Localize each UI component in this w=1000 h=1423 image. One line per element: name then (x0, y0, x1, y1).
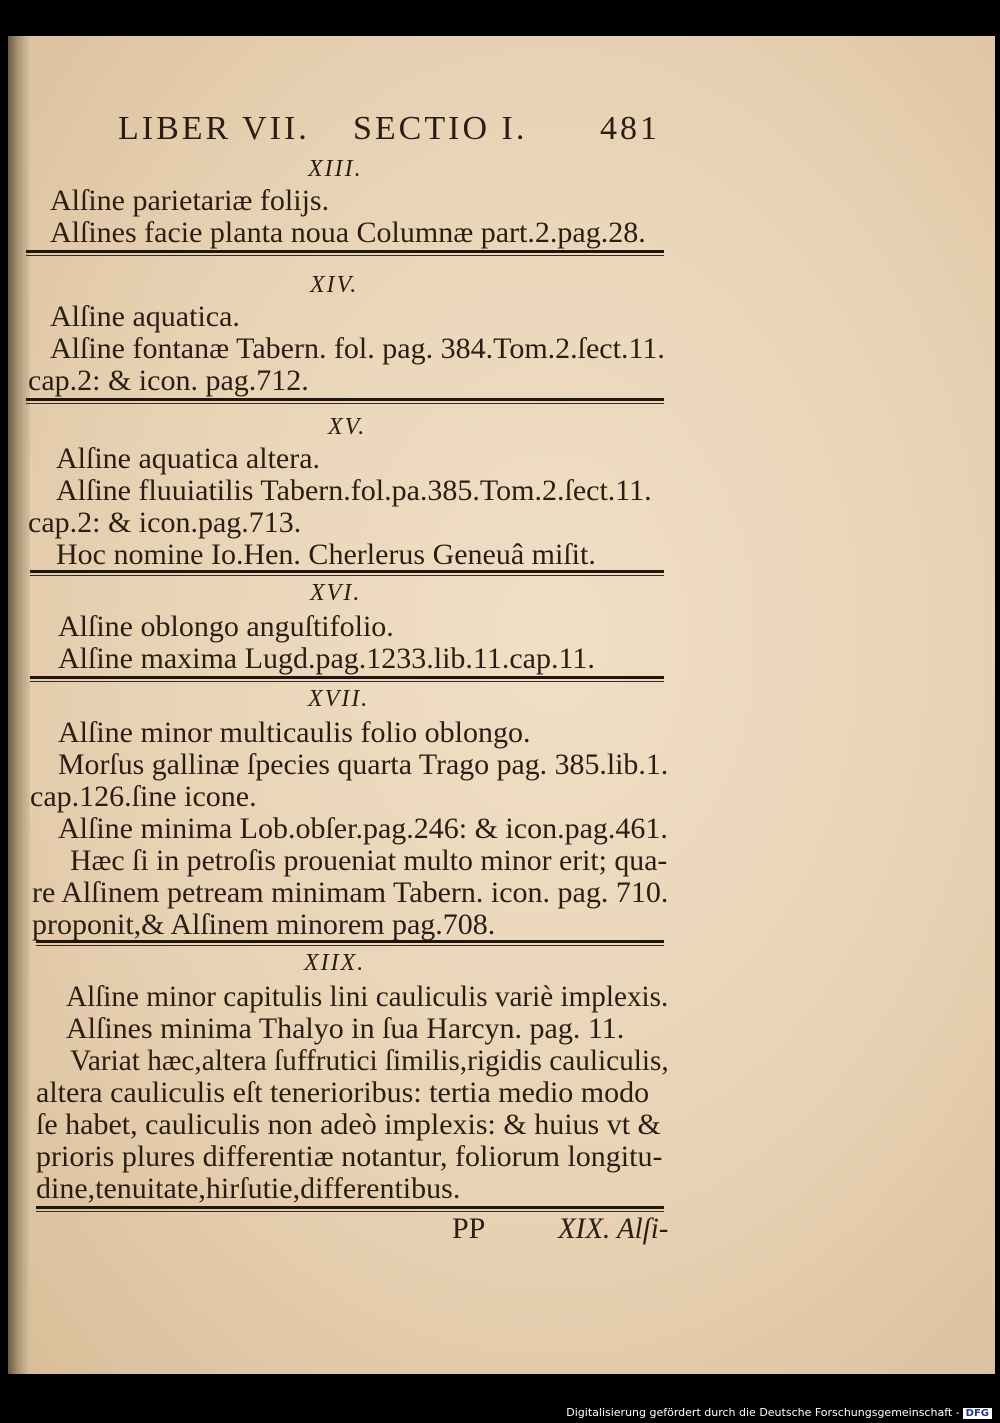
section-rule (30, 570, 664, 573)
text-line: Alſine oblongo anguſtifolio. (58, 610, 394, 643)
section-numeral: XVI. (310, 580, 362, 606)
section-numeral: XVII. (308, 686, 370, 712)
text-line: prioris plures differentiæ notantur, foliorum longitu- (36, 1140, 663, 1173)
text-line: dine,tenuitate,hirſutie,differentibus. (36, 1172, 461, 1205)
section-numeral: XIV. (310, 272, 359, 298)
text-line: Alſine parietariæ folijs. (50, 184, 330, 217)
text-line: Morſus gallinæ ſpecies quarta Trago pag. 385.lib.1. (58, 748, 669, 781)
digitization-credit (566, 1406, 992, 1419)
header-section: SECTIO I. (353, 110, 528, 147)
section-numeral: XIIX. (304, 950, 366, 976)
text-line: Alſine fluuiatilis Tabern.fol.pa.385.Tom.2.ſect.11. (56, 474, 652, 507)
dfg-logo: DFG (963, 1408, 992, 1419)
credit-text: Digitalisierung gefördert durch die Deutsche Forschungsgemeinschaft - (566, 1406, 960, 1419)
section-numeral: XV. (328, 414, 367, 440)
text-line: cap.2: & icon.pag.713. (28, 506, 302, 539)
signature-mark: PP (452, 1212, 486, 1245)
book-page (8, 36, 995, 1374)
text-line: Alſine minor capitulis lini cauliculis variè implexis. (66, 980, 669, 1013)
catchword: XIX. Alſi- (558, 1212, 669, 1245)
section-rule (36, 1206, 664, 1209)
text-line: Alſine minor multicaulis folio oblongo. (58, 716, 531, 749)
text-line: ſe habet, cauliculis non adeò implexis: & huius vt & (36, 1108, 661, 1141)
text-line: Alſines minima Thalyo in ſua Harcyn. pag. 11. (66, 1012, 625, 1045)
section-numeral: XIII. (308, 156, 363, 182)
text-line: proponit,& Alſinem minorem pag.708. (32, 908, 496, 941)
section-rule (36, 940, 664, 943)
text-line: Alſines facie planta noua Columnæ part.2.pag.28. (50, 216, 646, 249)
text-line: Alſine minima Lob.obſer.pag.246: & icon.pag.461. (58, 812, 668, 845)
header-book: LIBER VII. (118, 110, 310, 147)
text-line: cap.126.ſine icone. (30, 780, 257, 813)
text-line: re Alſinem petream minimam Tabern. icon. pag. 710. (32, 876, 669, 909)
text-line: cap.2: & icon. pag.712. (28, 364, 309, 397)
text-line: Variat hæc,altera ſuffrutici ſimilis,rigidis cauliculis, (70, 1044, 669, 1077)
text-line: Alſine aquatica. (50, 300, 240, 333)
page-number: 481 (600, 110, 660, 147)
section-rule (26, 250, 664, 253)
text-line: Hæc ſi in petroſis proueniat multo minor erit; qua- (70, 844, 668, 877)
text-line: Alſine fontanæ Tabern. fol. pag. 384.Tom.2.ſect.11. (50, 332, 665, 365)
text-line: Alſine maxima Lugd.pag.1233.lib.11.cap.11. (58, 642, 595, 675)
text-line: Hoc nomine Io.Hen. Cherlerus Geneuâ miſit. (56, 538, 596, 571)
text-line: Alſine aquatica altera. (56, 442, 321, 475)
text-line: altera cauliculis eſt tenerioribus: tertia medio modo (36, 1076, 650, 1109)
section-rule (26, 398, 664, 401)
book-spine (8, 36, 30, 1374)
section-rule (30, 676, 664, 679)
